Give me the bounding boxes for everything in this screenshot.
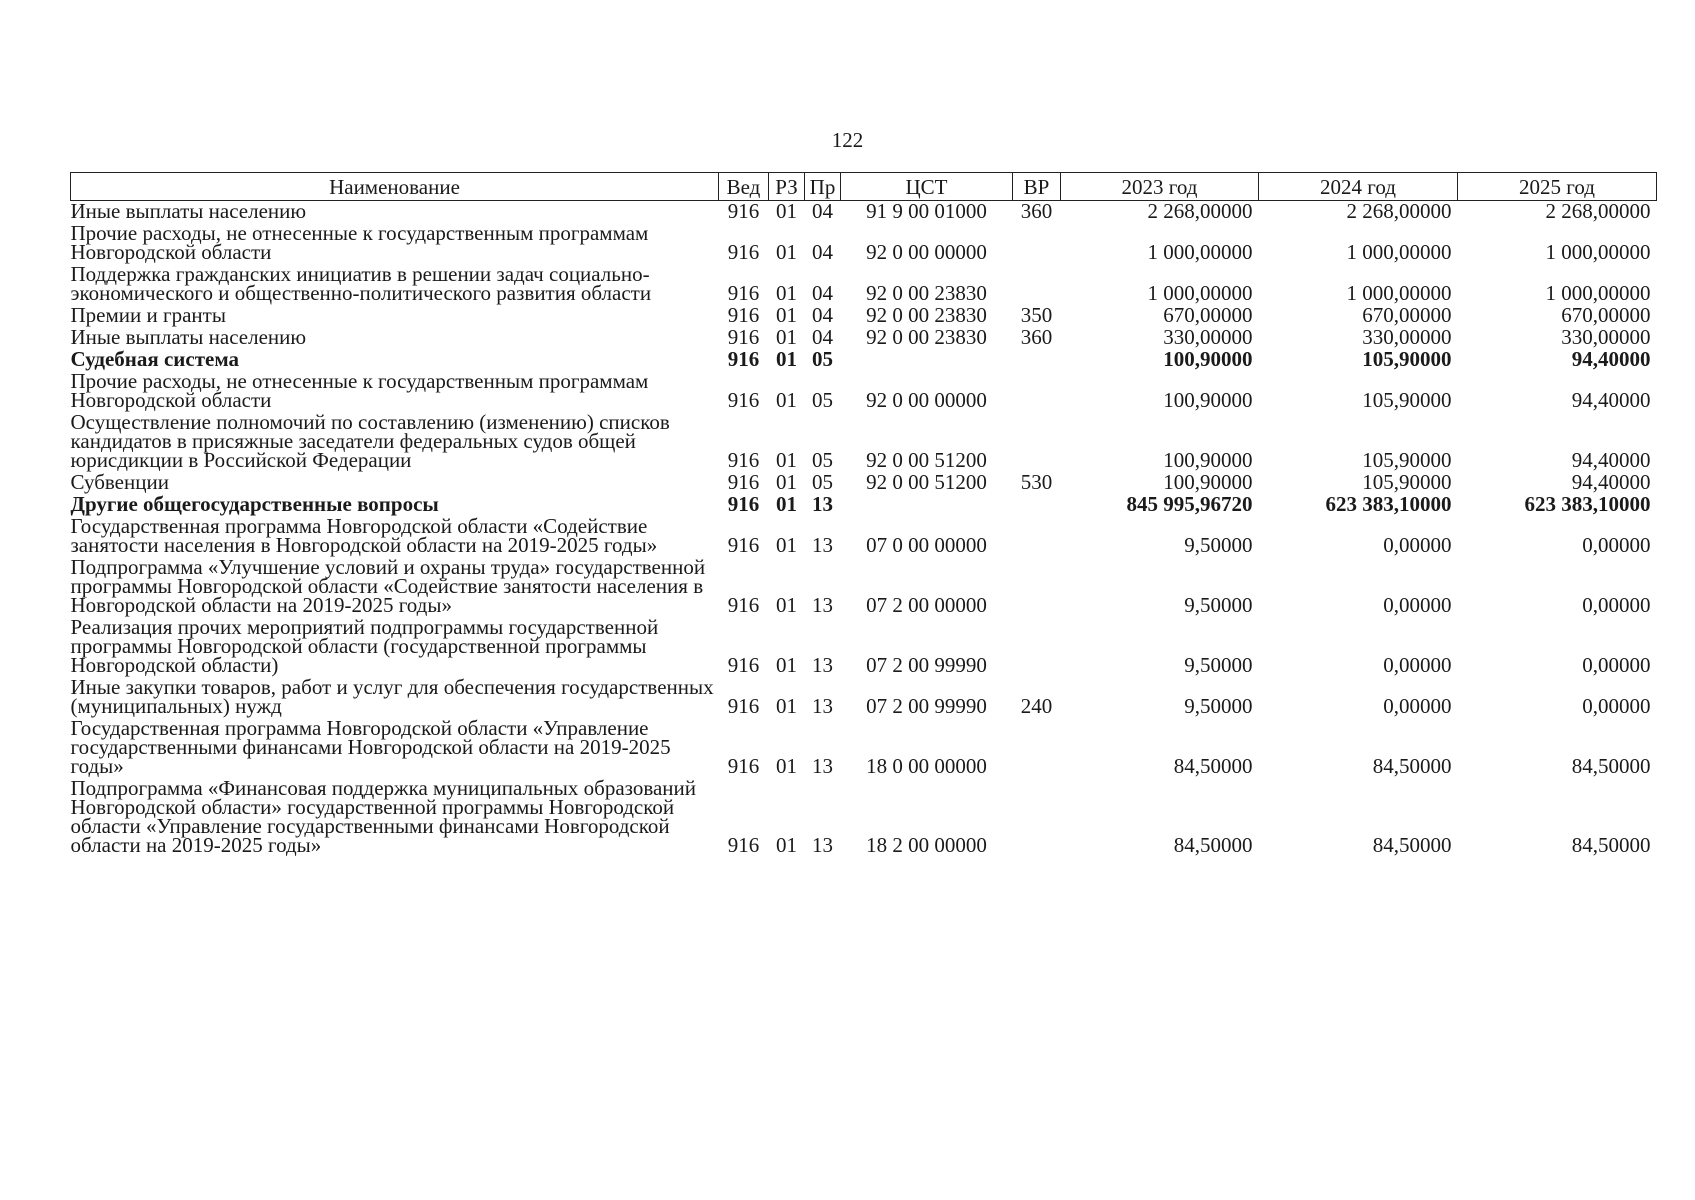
row-rz: 01 (776, 470, 797, 494)
table-row (71, 472, 1657, 494)
row-ved: 916 (727, 347, 760, 371)
table-row (71, 305, 1657, 327)
row-vr (1013, 557, 1061, 617)
row-amount-2024: 0,00000 (1383, 533, 1452, 557)
row-rz: 01 (776, 653, 797, 677)
row-amount-2023: 100,90000 (1163, 470, 1253, 494)
row-ved: 916 (727, 199, 760, 223)
table-row (71, 778, 1657, 857)
table-header-row (71, 173, 1657, 201)
row-amount-2024: 623 383,10000 (1325, 492, 1452, 516)
row-amount-2024: 670,00000 (1362, 303, 1452, 327)
row-name: Иные выплаты населению (70, 199, 307, 223)
budget-table (70, 172, 1657, 857)
row-amount-2023: 9,50000 (1184, 593, 1253, 617)
row-ved: 916 (727, 533, 760, 557)
row-rz: 01 (776, 533, 797, 557)
row-amount-2025: 1 000,00000 (1545, 240, 1651, 264)
row-pr: 05 (812, 388, 833, 412)
row-amount-2025: 0,00000 (1582, 694, 1651, 718)
row-vr (1013, 264, 1061, 305)
row-ved: 916 (727, 492, 760, 516)
row-rz: 01 (776, 448, 797, 472)
row-cst: 92 0 00 23830 (866, 303, 987, 327)
row-vr (1013, 778, 1061, 857)
row-name: Субвенции (70, 470, 169, 494)
row-amount-2025: 94,40000 (1571, 388, 1651, 412)
row-cst: 92 0 00 00000 (866, 388, 987, 412)
row-ved: 916 (727, 653, 760, 677)
row-rz: 01 (776, 388, 797, 412)
row-amount-2025: 84,50000 (1571, 833, 1651, 857)
row-amount-2024: 0,00000 (1383, 694, 1452, 718)
row-vr: 530 (1020, 470, 1053, 494)
row-name: Осуществление полномочий по составлению (изменению) списков кандидатов в присяжные заседатели федеральных судов общей юрисдикции в Российской Федерации (70, 410, 670, 472)
row-pr: 13 (812, 694, 833, 718)
row-amount-2025: 84,50000 (1571, 754, 1651, 778)
row-rz: 01 (776, 240, 797, 264)
table-row (71, 718, 1657, 778)
row-ved: 916 (727, 593, 760, 617)
row-pr: 13 (812, 593, 833, 617)
table-body (71, 201, 1657, 858)
table-row (71, 327, 1657, 349)
row-name: Подпрограмма «Улучшение условий и охраны труда» государственной программы Новгородской области «Содействие занятости населения в Новгородской области на 2019-2025 годы» (70, 555, 706, 617)
row-amount-2024: 0,00000 (1383, 653, 1452, 677)
row-cst: 07 2 00 99990 (866, 694, 987, 718)
row-ved: 916 (727, 694, 760, 718)
row-name: Иные выплаты населению (70, 325, 307, 349)
row-name: Судебная система (70, 347, 240, 371)
row-rz: 01 (776, 694, 797, 718)
row-rz: 01 (776, 492, 797, 516)
row-cst: 18 0 00 00000 (866, 754, 987, 778)
table-row (71, 349, 1657, 371)
row-amount-2025: 2 268,00000 (1545, 199, 1651, 223)
row-amount-2024: 330,00000 (1362, 325, 1452, 349)
table-row (71, 516, 1657, 557)
header-2025: 2025 год (1458, 173, 1657, 201)
row-ved: 916 (727, 303, 760, 327)
row-amount-2023: 845 995,96720 (1126, 492, 1253, 516)
row-amount-2023: 670,00000 (1163, 303, 1253, 327)
row-pr: 04 (812, 281, 833, 305)
row-amount-2024: 0,00000 (1383, 593, 1452, 617)
row-vr: 350 (1020, 303, 1053, 327)
table-row (71, 201, 1657, 224)
row-name: Иные закупки товаров, работ и услуг для обеспечения государственных (муниципальных) нужд (70, 675, 714, 718)
row-vr (1013, 349, 1061, 371)
header-ved: Вед (719, 173, 769, 201)
row-amount-2025: 0,00000 (1582, 593, 1651, 617)
row-vr (1013, 516, 1061, 557)
row-amount-2024: 105,90000 (1362, 470, 1452, 494)
row-ved: 916 (727, 240, 760, 264)
row-amount-2025: 0,00000 (1582, 533, 1651, 557)
header-pr: Пр (805, 173, 841, 201)
row-amount-2025: 94,40000 (1571, 470, 1651, 494)
row-vr (1013, 223, 1061, 264)
row-vr (1013, 412, 1061, 472)
row-amount-2024: 84,50000 (1372, 754, 1452, 778)
row-amount-2025: 623 383,10000 (1524, 492, 1651, 516)
row-rz: 01 (776, 303, 797, 327)
row-rz: 01 (776, 281, 797, 305)
row-amount-2023: 100,90000 (1163, 388, 1253, 412)
row-amount-2024: 84,50000 (1372, 833, 1452, 857)
table-row (71, 557, 1657, 617)
row-name: Реализация прочих мероприятий подпрограммы государственной программы Новгородской области (государственной программы Новгородской области) (70, 615, 659, 677)
row-pr: 05 (812, 470, 833, 494)
row-pr: 05 (812, 448, 833, 472)
header-vr: ВР (1013, 173, 1061, 201)
row-ved: 916 (727, 388, 760, 412)
row-amount-2025: 670,00000 (1561, 303, 1651, 327)
row-amount-2024: 1 000,00000 (1346, 281, 1452, 305)
page-number: 122 (831, 128, 864, 152)
row-amount-2025: 94,40000 (1571, 448, 1651, 472)
row-name: Прочие расходы, не отнесенные к государственным программам Новгородской области (70, 369, 649, 412)
row-amount-2023: 1 000,00000 (1147, 281, 1253, 305)
row-amount-2023: 9,50000 (1184, 653, 1253, 677)
row-rz: 01 (776, 833, 797, 857)
row-vr (1013, 494, 1061, 516)
row-vr: 240 (1020, 694, 1053, 718)
row-cst: 91 9 00 01000 (866, 199, 987, 223)
row-name: Государственная программа Новгородской области «Содействие занятости населения в Новгородской области на 2019-2025 годы» (70, 514, 658, 557)
row-amount-2024: 105,90000 (1362, 347, 1452, 371)
table-row (71, 494, 1657, 516)
row-pr: 04 (812, 240, 833, 264)
row-amount-2024: 1 000,00000 (1346, 240, 1452, 264)
table-row (71, 677, 1657, 718)
row-rz: 01 (776, 347, 797, 371)
row-amount-2023: 84,50000 (1173, 833, 1253, 857)
row-vr (1013, 617, 1061, 677)
header-2023: 2023 год (1061, 173, 1259, 201)
row-amount-2025: 330,00000 (1561, 325, 1651, 349)
row-amount-2023: 9,50000 (1184, 533, 1253, 557)
row-ved: 916 (727, 833, 760, 857)
row-amount-2024: 105,90000 (1362, 448, 1452, 472)
row-pr: 13 (812, 492, 833, 516)
row-vr: 360 (1020, 325, 1053, 349)
header-rz: РЗ (769, 173, 805, 201)
row-amount-2023: 9,50000 (1184, 694, 1253, 718)
row-amount-2025: 0,00000 (1582, 653, 1651, 677)
row-rz: 01 (776, 593, 797, 617)
row-ved: 916 (727, 754, 760, 778)
row-pr: 13 (812, 533, 833, 557)
row-vr (1013, 718, 1061, 778)
row-name: Премии и гранты (70, 303, 226, 327)
row-amount-2023: 1 000,00000 (1147, 240, 1253, 264)
row-rz: 01 (776, 754, 797, 778)
row-vr (1013, 371, 1061, 412)
row-name: Поддержка гражданских инициатив в решении задач социально-экономического и общественно-политического развития области (70, 262, 652, 305)
row-amount-2025: 1 000,00000 (1545, 281, 1651, 305)
row-cst: 92 0 00 23830 (866, 281, 987, 305)
row-pr: 04 (812, 303, 833, 327)
row-pr: 04 (812, 199, 833, 223)
row-amount-2023: 100,90000 (1163, 448, 1253, 472)
row-cst: 92 0 00 51200 (866, 448, 987, 472)
row-ved: 916 (727, 325, 760, 349)
row-cst: 18 2 00 00000 (866, 833, 987, 857)
header-2024: 2024 год (1259, 173, 1458, 201)
row-amount-2023: 2 268,00000 (1147, 199, 1253, 223)
row-pr: 04 (812, 325, 833, 349)
row-rz: 01 (776, 199, 797, 223)
row-vr: 360 (1020, 199, 1053, 223)
row-pr: 05 (812, 347, 833, 371)
row-cst: 92 0 00 51200 (866, 470, 987, 494)
row-ved: 916 (727, 470, 760, 494)
row-name: Подпрограмма «Финансовая поддержка муниципальных образований Новгородской области» государственной программы Новгородской области «Управление государственными финансами Новгородской области на 2019-2025 годы» (70, 776, 697, 857)
header-cst: ЦСТ (841, 173, 1013, 201)
table-row (71, 412, 1657, 472)
row-cst: 07 2 00 99990 (866, 653, 987, 677)
row-rz: 01 (776, 325, 797, 349)
row-cst: 07 0 00 00000 (866, 533, 987, 557)
table-row (71, 264, 1657, 305)
row-amount-2023: 84,50000 (1173, 754, 1253, 778)
row-cst (841, 494, 1013, 516)
row-pr: 13 (812, 833, 833, 857)
row-pr: 13 (812, 754, 833, 778)
row-amount-2025: 94,40000 (1571, 347, 1651, 371)
table-row (71, 371, 1657, 412)
row-amount-2024: 2 268,00000 (1346, 199, 1452, 223)
row-cst (841, 349, 1013, 371)
row-cst: 92 0 00 00000 (866, 240, 987, 264)
row-ved: 916 (727, 281, 760, 305)
row-amount-2023: 330,00000 (1163, 325, 1253, 349)
row-name: Государственная программа Новгородской области «Управление государственными финансами Новгородской области на 2019-2025 годы» (70, 716, 671, 778)
row-ved: 916 (727, 448, 760, 472)
row-cst: 07 2 00 00000 (866, 593, 987, 617)
row-name: Прочие расходы, не отнесенные к государственным программам Новгородской области (70, 221, 649, 264)
row-pr: 13 (812, 653, 833, 677)
header-name: Наименование (71, 173, 719, 201)
row-amount-2023: 100,90000 (1163, 347, 1253, 371)
row-cst: 92 0 00 23830 (866, 325, 987, 349)
table-row (71, 223, 1657, 264)
table-row (71, 617, 1657, 677)
row-name: Другие общегосударственные вопросы (70, 492, 439, 516)
row-amount-2024: 105,90000 (1362, 388, 1452, 412)
